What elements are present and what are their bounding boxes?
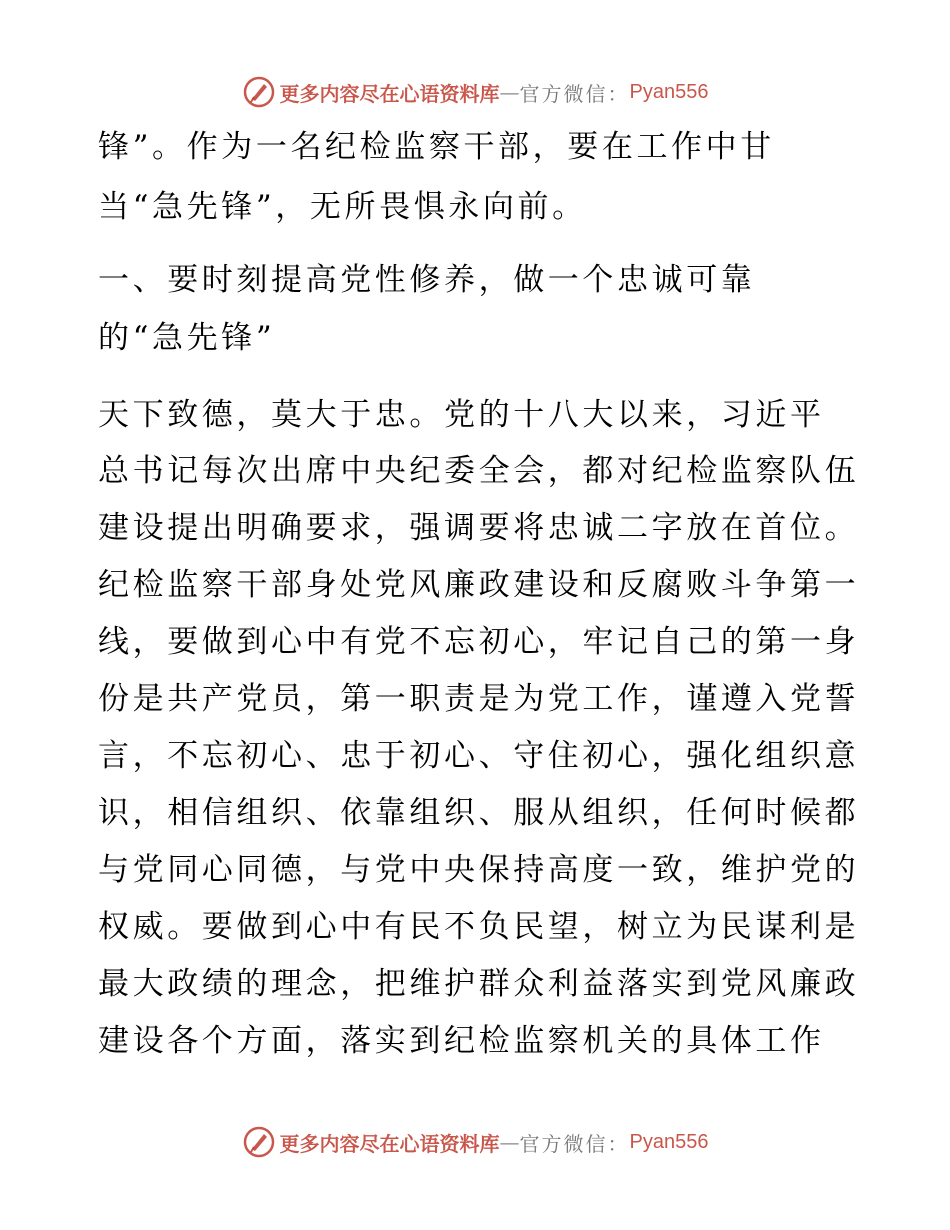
text-line: 与党同心同德，与党中央保持高度一致，维护党的 [98, 852, 860, 888]
watermark-site-text: 更多内容尽在心语资料库 [279, 81, 500, 106]
section-heading-line: 一、要时刻提高党性修养，做一个忠诚可靠 [98, 262, 756, 298]
text-line: 纪检监察干部身处党风廉政建设和反腐败斗争第一 [98, 567, 860, 603]
watermark-dash: — [499, 1130, 520, 1154]
text-line: 最大政绩的理念，把维护群众利益落实到党风廉政 [98, 966, 860, 1002]
text-line: 份是共产党员，第一职责是为党工作，谨遵入党誓 [98, 681, 860, 717]
text-line: 锋”。作为一名纪检监察干部，要在工作中甘 [98, 129, 775, 165]
text-line: 总书记每次出席中央纪委全会，都对纪检监察队伍 [98, 453, 860, 489]
quill-pen-logo-icon [242, 75, 276, 109]
header-watermark [0, 70, 950, 114]
text-line: 权威。要做到心中有民不负民望，树立为民谋利是 [98, 909, 860, 945]
watermark-dash: — [499, 80, 520, 104]
watermark-wechat-id: Pyan556 [629, 80, 709, 103]
text-line: 天下致德，莫大于忠。党的十八大以来，习近平 [98, 397, 825, 433]
text-line: 识，相信组织、依靠组织、服从组织，任何时候都 [98, 795, 860, 831]
footer-watermark [0, 1120, 950, 1164]
text-line: 建设提出明确要求，强调要将忠诚二字放在首位。 [98, 510, 860, 546]
text-line: 建设各个方面，落实到纪检监察机关的具体工作 [98, 1023, 825, 1059]
watermark-wechat-id: Pyan556 [629, 1130, 709, 1153]
watermark-site-text: 更多内容尽在心语资料库 [279, 1131, 500, 1156]
section-heading-line: 的“急先锋” [98, 320, 276, 356]
quill-pen-logo-icon [242, 1125, 276, 1159]
watermark-wechat-label: 官方微信： [519, 81, 630, 106]
watermark-wechat-label: 官方微信： [519, 1131, 630, 1156]
text-line: 线，要做到心中有党不忘初心，牢记自己的第一身 [98, 624, 860, 660]
text-line: 言，不忘初心、忠于初心、守住初心，强化组织意 [98, 738, 860, 774]
text-line: 当“急先锋”，无所畏惧永向前。 [98, 189, 587, 225]
